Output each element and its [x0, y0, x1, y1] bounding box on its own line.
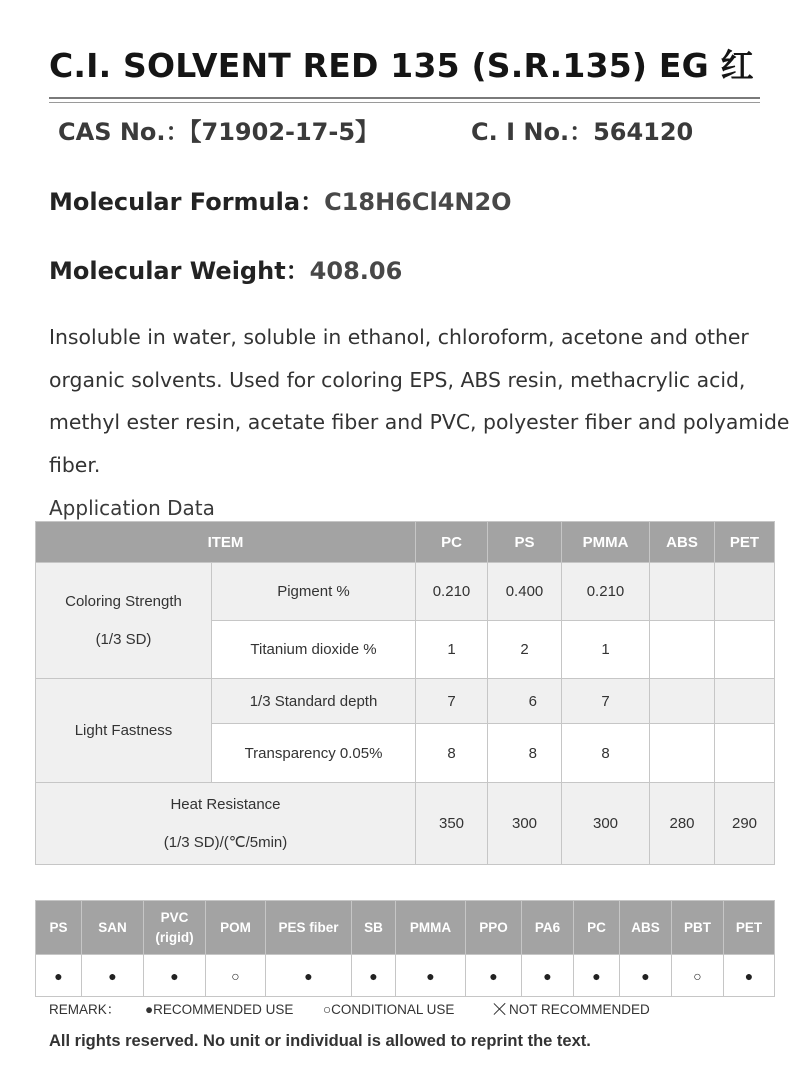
compat-cell: ● — [352, 955, 396, 997]
standard-depth-label: 1/3 Standard depth — [212, 679, 416, 724]
application-data-table — [35, 521, 775, 865]
compat-cell: ● — [144, 955, 206, 997]
compat-header: PES fiber — [266, 901, 352, 955]
molecular-weight: Molecular Weight：408.06 — [49, 257, 403, 285]
compat-cell: ● — [266, 955, 352, 997]
compat-header: PPO — [466, 901, 522, 955]
table-cell — [650, 724, 715, 783]
compat-header: SAN — [82, 901, 144, 955]
header-pet: PET — [715, 522, 775, 563]
page-title: C.I. SOLVENT RED 135 (S.R.135) EG 红 — [49, 46, 754, 85]
table-cell: 7 — [416, 679, 488, 724]
cross-icon — [493, 1002, 507, 1016]
table-cell: 350 — [416, 783, 488, 865]
compat-header: POM — [206, 901, 266, 955]
compat-cell: ● — [82, 955, 144, 997]
compat-header-pvc: PVC (rigid) — [144, 901, 206, 955]
table-cell: 0.210 — [562, 563, 650, 621]
description-line: methyl ester resin, acetate fiber and PVC, polyester fiber and polyamide — [49, 410, 790, 434]
compat-cell: ● — [522, 955, 574, 997]
remark-label: REMARK： — [49, 1002, 121, 1017]
header-pmma: PMMA — [562, 522, 650, 563]
compat-cell: ○ — [206, 955, 266, 997]
table-cell: 300 — [562, 783, 650, 865]
pigment-label: Pigment % — [212, 563, 416, 621]
header-ps: PS — [488, 522, 562, 563]
compat-cell: ● — [724, 955, 775, 997]
table-cell: 8 — [416, 724, 488, 783]
description-line: Insoluble in water, soluble in ethanol, chloroform, acetone and other — [49, 325, 749, 349]
description — [49, 316, 790, 486]
table-cell: 280 — [650, 783, 715, 865]
table-cell: 1 — [416, 621, 488, 679]
table-cell: 0.210 — [416, 563, 488, 621]
table-cell — [715, 563, 775, 621]
table-cell: 8 — [488, 724, 562, 783]
compat-cell: ○ — [672, 955, 724, 997]
compat-header: PBT — [672, 901, 724, 955]
header-abs: ABS — [650, 522, 715, 563]
application-data-heading: Application Data — [49, 496, 215, 520]
titanium-label: Titanium dioxide % — [212, 621, 416, 679]
compat-cell: ● — [620, 955, 672, 997]
table-cell: 8 — [562, 724, 650, 783]
compat-header: PS — [36, 901, 82, 955]
transparency-label: Transparency 0.05% — [212, 724, 416, 783]
compat-cell: ● — [36, 955, 82, 997]
title-divider-thin — [49, 102, 760, 103]
table-cell — [715, 724, 775, 783]
table-cell — [650, 563, 715, 621]
header-pc: PC — [416, 522, 488, 563]
remark-not-recommended: NOT RECOMMENDED — [493, 1002, 650, 1017]
compat-header: ABS — [620, 901, 672, 955]
cas-number: CAS No.：【71902-17-5】 — [58, 118, 380, 146]
table-cell: 6 — [488, 679, 562, 724]
table-cell: 7 — [562, 679, 650, 724]
compat-cell: ● — [574, 955, 620, 997]
molecular-formula: Molecular Formula：C18H6Cl4N2O — [49, 188, 512, 216]
compat-cell: ● — [466, 955, 522, 997]
compat-header: SB — [352, 901, 396, 955]
title-divider — [49, 97, 760, 99]
table-cell: 290 — [715, 783, 775, 865]
table-cell: 300 — [488, 783, 562, 865]
description-line: fiber. — [49, 452, 101, 477]
table-cell — [650, 621, 715, 679]
remark-recommended: ●RECOMMENDED USE — [145, 1002, 294, 1017]
compat-header: PMMA — [396, 901, 466, 955]
compatibility-table — [35, 900, 775, 997]
compat-header: PC — [574, 901, 620, 955]
header-item: ITEM — [36, 522, 416, 563]
copyright-footer: All rights reserved. No unit or individual is allowed to reprint the text. — [49, 1032, 591, 1050]
description-line: organic solvents. Used for coloring EPS, ABS resin, methacrylic acid, — [49, 367, 746, 392]
table-cell — [715, 621, 775, 679]
compat-header: PA6 — [522, 901, 574, 955]
table-cell: 1 — [562, 621, 650, 679]
table-cell — [650, 679, 715, 724]
heat-resistance-label: Heat Resistance (1/3 SD)/(℃/5min) — [36, 783, 416, 865]
table-cell: 0.400 — [488, 563, 562, 621]
compat-header: PET — [724, 901, 775, 955]
coloring-strength-label: Coloring Strength (1/3 SD) — [36, 563, 212, 679]
ci-number: C. I No.：564120 — [471, 118, 694, 146]
compat-cell: ● — [396, 955, 466, 997]
table-cell — [715, 679, 775, 724]
light-fastness-label: Light Fastness — [36, 679, 212, 783]
remark-legend — [49, 998, 650, 1018]
remark-conditional: ○CONDITIONAL USE — [323, 1002, 455, 1017]
table-cell: 2 — [488, 621, 562, 679]
